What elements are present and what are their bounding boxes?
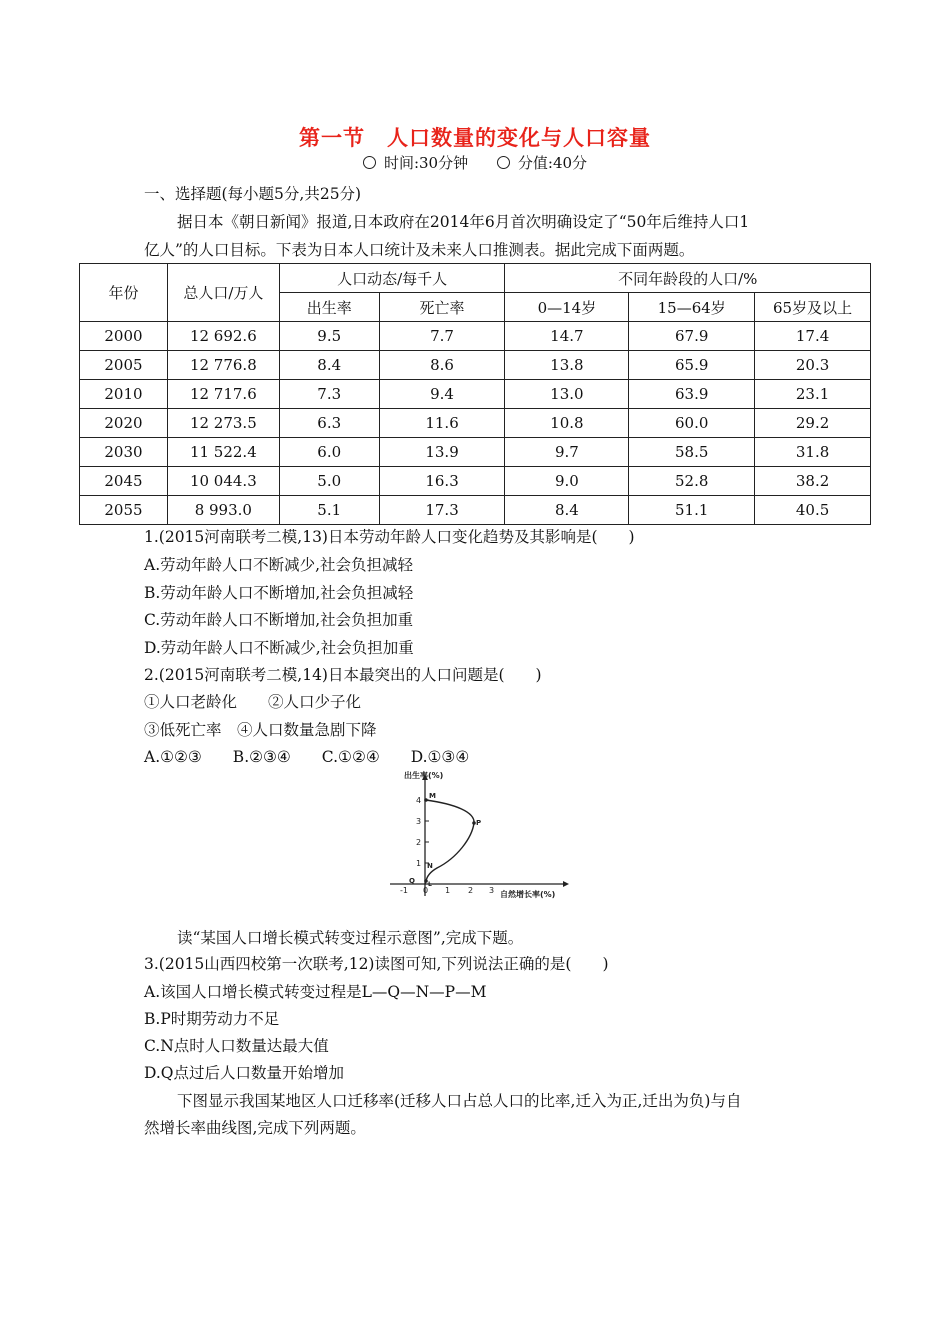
x-tick-label: 3: [489, 886, 495, 895]
table-cell: 2000: [80, 322, 168, 351]
table-cell: 11.6: [379, 409, 505, 438]
table-cell: 65.9: [629, 351, 755, 380]
clock-icon: [363, 156, 376, 169]
header-age-15-64: 15—64岁: [629, 293, 755, 322]
label-m: M: [429, 792, 436, 800]
table-row: [80, 467, 871, 496]
x-tick-label: 2: [468, 886, 474, 895]
x-tick-label: -1: [400, 886, 408, 895]
table-cell: 6.0: [279, 438, 379, 467]
table-cell: 9.4: [379, 380, 505, 409]
x-tick-label: 0: [423, 886, 429, 895]
section-heading: 一、选择题(每小题5分,共25分): [144, 185, 362, 203]
table-cell: 20.3: [755, 351, 871, 380]
table-cell: 6.3: [279, 409, 379, 438]
q2-options: A.①②③ B.②③④ C.①②④ D.①③④: [144, 748, 470, 766]
q3-option-c: C.N点时人口数量达最大值: [144, 1037, 329, 1055]
q3-option-d: D.Q点过后人口数量开始增加: [144, 1064, 345, 1082]
table-row: [80, 409, 871, 438]
table-cell: 7.7: [379, 322, 505, 351]
table-cell: 52.8: [629, 467, 755, 496]
q2-statements-2: ③低死亡率 ④人口数量急剧下降: [144, 721, 377, 739]
header-birth-rate: 出生率: [279, 293, 379, 322]
table-row: [80, 380, 871, 409]
exam-meta: [0, 152, 950, 173]
intro2-line-1: 下图显示我国某地区人口迁移率(迁移人口占总人口的比率,迁入为正,迁出为负)与自: [177, 1092, 742, 1110]
table-cell: 8 993.0: [167, 496, 279, 525]
table-cell: 2055: [80, 496, 168, 525]
question-1: 1.(2015河南联考二模,13)日本劳动年龄人口变化趋势及其影响是( ): [144, 528, 635, 546]
table-cell: 2020: [80, 409, 168, 438]
x-axis-label: 自然增长率(%): [500, 890, 556, 899]
header-year: 年份: [80, 264, 168, 322]
table-row: [80, 322, 871, 351]
table-cell: 8.4: [279, 351, 379, 380]
q1-option-d: D.劳动年龄人口不断减少,社会负担加重: [144, 639, 414, 657]
table-cell: 9.0: [505, 467, 629, 496]
intro-line-2: 亿人”的人口目标。下表为日本人口统计及未来人口推测表。据此完成下面两题。: [144, 241, 695, 259]
label-p: P: [476, 819, 482, 827]
table-cell: 29.2: [755, 409, 871, 438]
y-tick-label: 3: [416, 817, 422, 826]
q3-option-b: B.P时期劳动力不足: [144, 1010, 280, 1028]
check-circle-icon: [497, 156, 510, 169]
table-cell: 13.0: [505, 380, 629, 409]
table-cell: 63.9: [629, 380, 755, 409]
chart-instruction: 读“某国人口增长模式转变过程示意图”,完成下题。: [177, 929, 524, 947]
intro2-line-2: 然增长率曲线图,完成下列两题。: [144, 1119, 366, 1137]
score-text: 分值:40分: [517, 154, 588, 172]
header-age-65plus: 65岁及以上: [755, 293, 871, 322]
table-cell: 2005: [80, 351, 168, 380]
q3-option-a: A.该国人口增长模式转变过程是L—Q—N—P—M: [144, 983, 487, 1001]
table-cell: 2030: [80, 438, 168, 467]
y-axis-label: 出生率(%): [404, 771, 444, 780]
x-axis-arrow: [563, 881, 569, 887]
table-cell: 12 692.6: [167, 322, 279, 351]
table-cell: 9.7: [505, 438, 629, 467]
table-cell: 12 776.8: [167, 351, 279, 380]
table-cell: 58.5: [629, 438, 755, 467]
table-cell: 31.8: [755, 438, 871, 467]
q1-option-c: C.劳动年龄人口不断增加,社会负担加重: [144, 611, 414, 629]
table-cell: 10 044.3: [167, 467, 279, 496]
table-cell: 12 273.5: [167, 409, 279, 438]
transition-curve: [425, 800, 474, 884]
table-cell: 7.3: [279, 380, 379, 409]
table-cell: 2045: [80, 467, 168, 496]
x-tick-label: 1: [445, 886, 451, 895]
label-n: N: [427, 862, 433, 870]
table-cell: 8.4: [505, 496, 629, 525]
table-row: [80, 438, 871, 467]
table-cell: 8.6: [379, 351, 505, 380]
score-info: [491, 154, 593, 172]
population-table: [79, 263, 871, 525]
table-cell: 5.1: [279, 496, 379, 525]
table-cell: 13.8: [505, 351, 629, 380]
table-row: [80, 496, 871, 525]
table-cell: 12 717.6: [167, 380, 279, 409]
population-transition-diagram: [385, 768, 575, 900]
table-row: [80, 351, 871, 380]
header-total: 总人口/万人: [167, 264, 279, 322]
header-age-groups: 不同年龄段的人口/%: [505, 264, 871, 293]
table-cell: 2010: [80, 380, 168, 409]
table-cell: 51.1: [629, 496, 755, 525]
header-age-0-14: 0—14岁: [505, 293, 629, 322]
intro-line-1: 据日本《朝日新闻》报道,日本政府在2014年6月首次明确设定了“50年后维持人口1: [177, 213, 750, 231]
table-cell: 60.0: [629, 409, 755, 438]
label-q: Q: [409, 877, 415, 885]
point-m: [424, 798, 428, 802]
label-l: L: [428, 881, 432, 888]
table-cell: 5.0: [279, 467, 379, 496]
table-cell: 13.9: [379, 438, 505, 467]
table-cell: 23.1: [755, 380, 871, 409]
y-tick-label: 4: [416, 796, 422, 805]
table-cell: 9.5: [279, 322, 379, 351]
table-cell: 17.3: [379, 496, 505, 525]
page-title: 第一节 人口数量的变化与人口容量: [299, 126, 651, 150]
time-text: 时间:30分钟: [383, 154, 469, 172]
table-cell: 40.5: [755, 496, 871, 525]
question-2: 2.(2015河南联考二模,14)日本最突出的人口问题是( ): [144, 666, 542, 684]
table-cell: 17.4: [755, 322, 871, 351]
question-3: 3.(2015山西四校第一次联考,12)读图可知,下列说法正确的是( ): [144, 955, 609, 973]
q1-option-a: A.劳动年龄人口不断减少,社会负担减轻: [144, 556, 414, 574]
y-tick-label: 1: [416, 859, 422, 868]
time-info: [357, 154, 479, 172]
table-cell: 10.8: [505, 409, 629, 438]
header-death-rate: 死亡率: [379, 293, 505, 322]
y-tick-label: 2: [416, 838, 422, 847]
table-cell: 16.3: [379, 467, 505, 496]
q1-option-b: B.劳动年龄人口不断增加,社会负担减轻: [144, 584, 414, 602]
table-cell: 14.7: [505, 322, 629, 351]
table-cell: 67.9: [629, 322, 755, 351]
header-dynamics: 人口动态/每千人: [279, 264, 505, 293]
table-cell: 11 522.4: [167, 438, 279, 467]
table-cell: 38.2: [755, 467, 871, 496]
q2-statements-1: ①人口老龄化 ②人口少子化: [144, 693, 362, 711]
